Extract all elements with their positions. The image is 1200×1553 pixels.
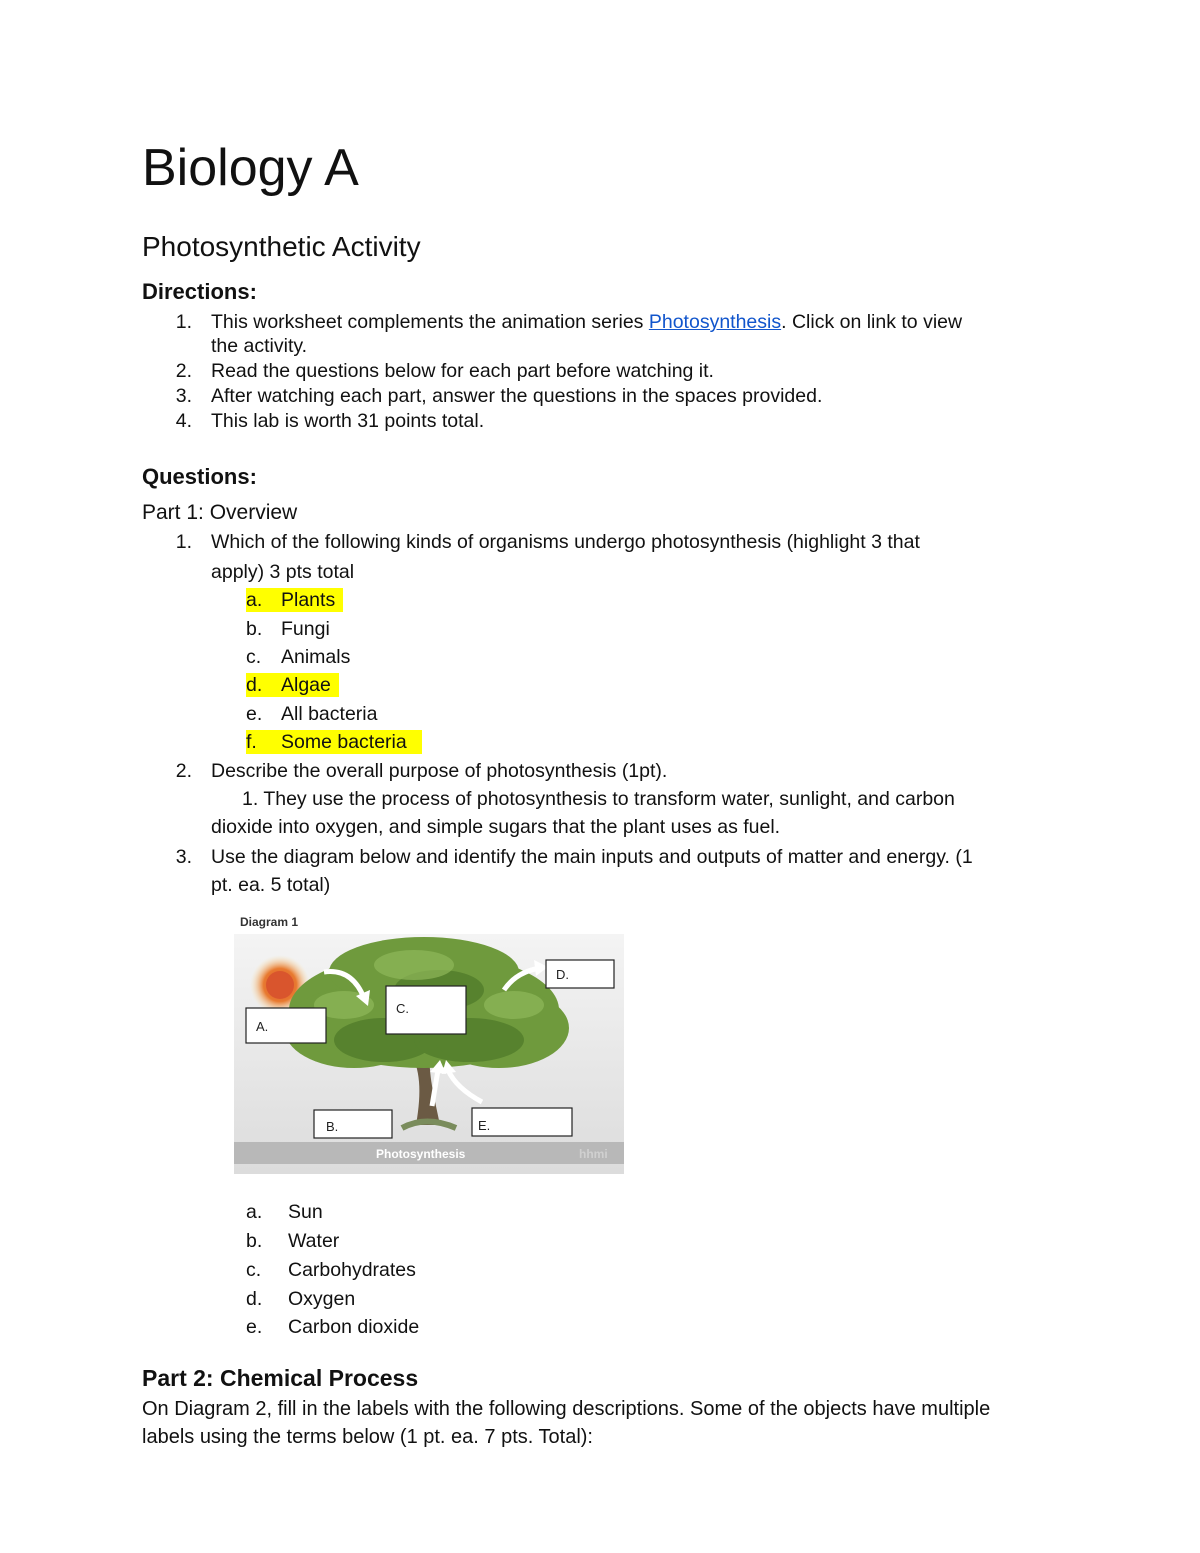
part2-line1: On Diagram 2, fill in the labels with the following descriptions. Some of the objects have multiple [142,1398,991,1420]
option-letter: f. [246,731,257,753]
answer-text: Water [288,1230,340,1252]
label-c: C. [396,1001,409,1016]
question-number: 1. [175,531,192,553]
direction-number: 4. [175,410,192,432]
diagram-banner-text: Photosynthesis [376,1147,466,1161]
page-title: Biology A [142,139,359,197]
answer-c [246,1258,416,1282]
answer-e [246,1315,420,1339]
directions-heading: Directions: [142,279,257,304]
page-subtitle: Photosynthetic Activity [142,231,421,262]
direction-number: 2. [175,360,192,382]
question-3-line1: Use the diagram below and identify the main inputs and outputs of matter and energy. (1 [211,846,973,868]
answer-letter: a. [246,1201,263,1223]
direction-number: 3. [175,385,192,407]
part2-heading: Part 2: Chemical Process [142,1365,419,1391]
direction-item-2: Read the questions below for each part before watching it. [211,360,714,382]
answer-text: Carbon dioxide [288,1316,420,1338]
option-letter: d. [246,674,263,696]
sun-core [266,971,294,999]
option-text: Some bacteria [281,731,407,753]
question-2-text: Describe the overall purpose of photosynthesis (1pt). [211,760,668,782]
option-letter: c. [246,646,262,668]
option-algae [246,673,339,697]
photosynthesis-link[interactable]: Photosynthesis [648,311,782,333]
diagram-1 [234,910,626,1176]
direction-item-1-text-after: . Click on link to view [781,311,963,333]
option-plants [246,588,343,612]
option-text: Plants [281,589,336,611]
option-text: All bacteria [281,703,378,725]
answer-d [246,1287,356,1311]
label-d: D. [556,967,569,982]
option-letter: b. [246,618,263,640]
option-some-bacteria [246,730,422,754]
question-2-answer-line1: 1. They use the process of photosynthesis to transform water, sunlight, and carbon [242,788,955,810]
question-1-line2: apply) 3 pts total [211,561,355,583]
question-1-line1: Which of the following kinds of organisms undergo photosynthesis (highlight 3 that [211,531,920,553]
option-letter: a. [246,589,263,611]
option-animals [246,645,351,669]
part1-heading: Part 1: Overview [142,501,298,524]
question-2-answer-line2: dioxide into oxygen, and simple sugars that the plant uses as fuel. [211,816,781,838]
option-fungi [246,617,330,641]
questions-heading: Questions: [142,464,257,489]
answer-text: Carbohydrates [288,1259,416,1281]
answer-a [246,1200,323,1224]
label-b: B. [326,1119,339,1134]
hhmi-watermark: hhmi [579,1147,608,1161]
option-all-bacteria [246,702,378,726]
direction-item-3: After watching each part, answer the questions in the spaces provided. [211,385,823,407]
question-3-line2: pt. ea. 5 total) [211,874,331,896]
photosynthesis-diagram [234,910,626,1176]
direction-item-1-line2: the activity. [211,335,308,357]
direction-number: 1. [175,311,192,333]
question-number: 2. [175,760,192,782]
answer-b [246,1229,340,1253]
question-number: 3. [175,846,192,868]
diagram-caption: Diagram 1 [240,915,299,929]
answer-letter: d. [246,1288,263,1310]
option-letter: e. [246,703,263,725]
label-e: E. [478,1118,491,1133]
direction-item-1 [211,310,962,334]
option-text: Fungi [281,618,330,640]
part2-line2: labels using the terms below (1 pt. ea. 7 pts. Total): [142,1426,593,1448]
answer-text: Sun [288,1201,323,1223]
option-text: Animals [281,646,351,668]
answer-text: Oxygen [288,1288,356,1310]
direction-item-1-text: This worksheet complements the animation series [211,311,649,333]
answer-letter: b. [246,1230,263,1252]
answer-letter: c. [246,1259,262,1281]
answer-letter: e. [246,1316,263,1338]
option-text: Algae [281,674,331,696]
direction-item-4: This lab is worth 31 points total. [211,410,485,432]
label-a: A. [256,1019,269,1034]
